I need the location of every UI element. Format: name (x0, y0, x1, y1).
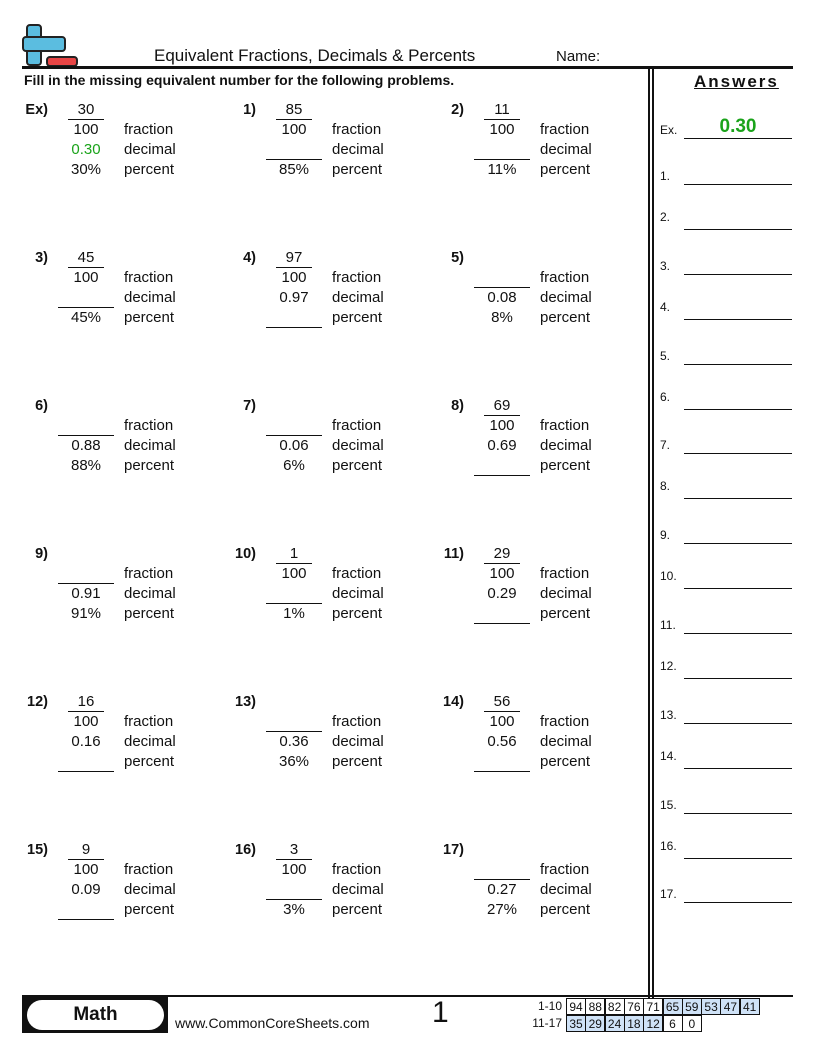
denominator: 100 (73, 269, 99, 286)
answer-label: 12. (660, 658, 677, 673)
decimal-value: 0.27 (487, 881, 517, 898)
denominator: 100 (281, 269, 307, 286)
answer-item[interactable] (660, 604, 792, 634)
fraction-label: fraction (540, 121, 590, 138)
denominator: 100 (281, 565, 307, 582)
problem (226, 248, 426, 348)
score-cell: 82 (605, 998, 625, 1015)
decimal-value: 0.09 (71, 881, 101, 898)
problem (434, 692, 634, 792)
problem-label: 2) (451, 102, 464, 118)
percent-label: percent (332, 309, 383, 326)
problem-label: 12) (27, 694, 48, 710)
answer-label: 5. (660, 348, 671, 363)
fraction-label: fraction (124, 713, 174, 730)
percent-label: percent (332, 161, 383, 178)
answer-label: 4. (660, 299, 671, 314)
score-cell: 76 (624, 998, 644, 1015)
problem (226, 840, 426, 940)
decimal-label: decimal (332, 881, 384, 898)
answer-blank[interactable] (684, 274, 792, 275)
problem (226, 396, 426, 496)
answer-label: 8. (660, 479, 671, 494)
answer-item[interactable] (660, 559, 792, 589)
fraction-label: fraction (124, 121, 174, 138)
answer-blank[interactable] (684, 902, 792, 903)
fraction-label: fraction (540, 713, 590, 730)
denominator: 100 (73, 713, 99, 730)
problem-label: 1) (243, 102, 256, 118)
decimal-blank (474, 140, 530, 160)
decimal-label: decimal (124, 141, 176, 158)
problem-label: 5) (451, 250, 464, 266)
score-cell: 65 (663, 998, 683, 1015)
score-cell: 29 (585, 1015, 605, 1032)
percent-label: percent (124, 309, 175, 326)
answer-blank[interactable] (684, 723, 792, 724)
fraction-blank (58, 564, 114, 584)
answer-label: 17. (660, 887, 677, 902)
answer-blank[interactable] (684, 858, 792, 859)
problem-label: 14) (443, 694, 464, 710)
decimal-value: 0.69 (487, 437, 517, 454)
numerator: 69 (484, 396, 520, 416)
answer-blank[interactable] (684, 498, 792, 499)
worksheet-title: Equivalent Fractions, Decimals & Percents (154, 46, 476, 65)
answer-label: 10. (660, 569, 677, 584)
score-cell: 6 (663, 1015, 683, 1032)
fraction-label: fraction (124, 861, 174, 878)
fraction-label: fraction (540, 861, 590, 878)
percent-label: percent (332, 605, 383, 622)
fraction-blank (58, 416, 114, 436)
denominator: 100 (489, 121, 515, 138)
fraction-blank (266, 416, 322, 436)
decimal-label: decimal (332, 585, 384, 602)
percent-blank (266, 308, 322, 328)
percent-value: 27% (486, 901, 518, 918)
answer-item[interactable] (660, 380, 792, 410)
decimal-blank (266, 880, 322, 900)
fraction-label: fraction (540, 269, 590, 286)
subject-label: Math (27, 1000, 164, 1030)
answers-title: Answers (694, 72, 779, 91)
fraction-label: fraction (124, 565, 174, 582)
answer-blank[interactable] (684, 543, 792, 544)
percent-blank (58, 900, 114, 920)
problem (18, 544, 218, 644)
numerator: 1 (276, 544, 312, 564)
decimal-label: decimal (540, 289, 592, 306)
score-row-label: 11-17 (532, 1016, 562, 1030)
answer-item[interactable] (660, 649, 792, 679)
percent-value: 8% (491, 309, 513, 326)
fraction-blank (474, 268, 530, 288)
fraction-label: fraction (540, 417, 590, 434)
answer-label: 9. (660, 528, 671, 543)
fraction-label: fraction (332, 713, 382, 730)
fraction-label: fraction (332, 269, 382, 286)
percent-label: percent (540, 753, 591, 770)
percent-label: percent (540, 309, 591, 326)
answer-item[interactable] (660, 155, 792, 185)
fraction-label: fraction (540, 565, 590, 582)
answer-item[interactable] (660, 469, 792, 499)
decimal-label: decimal (540, 141, 592, 158)
numerator: 56 (484, 692, 520, 712)
numerator: 3 (276, 840, 312, 860)
problem-label: 10) (235, 546, 256, 562)
score-cell: 94 (566, 998, 586, 1015)
percent-value: 45% (70, 309, 102, 326)
percent-label: percent (124, 901, 175, 918)
answer-item[interactable] (660, 424, 792, 454)
score-cell: 88 (585, 998, 605, 1015)
problem (226, 544, 426, 644)
decimal-value: 0.30 (71, 141, 101, 158)
problem (18, 248, 218, 348)
problem-label: 8) (451, 398, 464, 414)
percent-value: 3% (283, 901, 305, 918)
percent-value: 88% (70, 457, 102, 474)
score-cell: 18 (624, 1015, 644, 1032)
decimal-blank (58, 288, 114, 308)
answer-item[interactable] (660, 335, 792, 365)
decimal-label: decimal (124, 437, 176, 454)
answer-blank[interactable] (684, 678, 792, 679)
denominator: 100 (489, 417, 515, 434)
logo-icon-plus (22, 36, 66, 52)
decimal-label: decimal (540, 585, 592, 602)
percent-value: 1% (283, 605, 305, 622)
page-number: 1 (432, 996, 449, 1029)
percent-label: percent (124, 457, 175, 474)
answer-label: 11. (660, 618, 676, 632)
decimal-label: decimal (124, 289, 176, 306)
answer-item[interactable] (660, 784, 792, 814)
answer-item[interactable] (660, 829, 792, 859)
fraction-label: fraction (124, 417, 174, 434)
problem (226, 100, 426, 200)
score-cell: 0 (682, 1015, 702, 1032)
answer-blank[interactable] (684, 184, 792, 185)
score-cell: 12 (643, 1015, 663, 1032)
percent-label: percent (540, 605, 591, 622)
score-cell: 59 (682, 998, 702, 1015)
decimal-blank (266, 584, 322, 604)
problem (434, 396, 634, 496)
fraction-blank (266, 712, 322, 732)
decimal-blank (266, 140, 322, 160)
decimal-value: 0.91 (71, 585, 101, 602)
percent-label: percent (124, 605, 175, 622)
decimal-label: decimal (540, 881, 592, 898)
answer-blank[interactable] (684, 364, 792, 365)
answer-label: 1. (660, 169, 671, 183)
fraction-label: fraction (332, 417, 382, 434)
answer-item[interactable] (660, 245, 792, 275)
answer-item[interactable] (660, 873, 792, 903)
answer-label: 2. (660, 209, 671, 224)
answer-blank[interactable] (684, 768, 792, 769)
answer-item[interactable] (660, 514, 792, 544)
answer-label: 15. (660, 797, 677, 812)
decimal-label: decimal (124, 733, 176, 750)
score-cell: 41 (740, 998, 760, 1015)
numerator: 97 (276, 248, 312, 268)
problem-label: 13) (235, 694, 256, 710)
decimal-value: 0.29 (487, 585, 517, 602)
answer-item[interactable] (660, 739, 792, 769)
answer-item[interactable] (660, 290, 792, 320)
problem-label: 15) (27, 842, 48, 858)
problem (434, 100, 634, 200)
problem (18, 840, 218, 940)
answer-example (660, 109, 792, 139)
problem (434, 840, 634, 940)
decimal-label: decimal (540, 733, 592, 750)
score-cell: 47 (720, 998, 740, 1015)
fraction-label: fraction (332, 121, 382, 138)
percent-label: percent (332, 457, 383, 474)
problem (434, 544, 634, 644)
denominator: 100 (73, 121, 99, 138)
fraction-label: fraction (332, 565, 382, 582)
fraction-blank (474, 860, 530, 880)
percent-value: 11% (487, 161, 517, 178)
numerator: 16 (68, 692, 104, 712)
problem (18, 692, 218, 792)
fraction-label: fraction (332, 861, 382, 878)
decimal-value: 0.06 (279, 437, 309, 454)
answer-value: 0.30 (684, 116, 792, 139)
percent-blank (474, 604, 530, 624)
answer-item[interactable] (660, 200, 792, 230)
answer-column-divider (648, 68, 650, 998)
fraction-label: fraction (124, 269, 174, 286)
problem-label: 11) (443, 546, 464, 562)
problem (434, 248, 634, 348)
answer-column-divider (652, 68, 654, 998)
decimal-value: 0.56 (487, 733, 517, 750)
numerator: 29 (484, 544, 520, 564)
site-url: www.CommonCoreSheets.com (175, 1015, 370, 1031)
numerator: 11 (484, 100, 520, 120)
answer-blank[interactable] (684, 633, 792, 634)
answer-label: 6. (660, 389, 671, 404)
percent-value: 91% (70, 605, 102, 622)
answer-label: 3. (660, 258, 671, 273)
percent-blank (474, 456, 530, 476)
problem-label: 9) (35, 546, 48, 562)
percent-label: percent (124, 753, 175, 770)
decimal-label: decimal (124, 881, 176, 898)
decimal-value: 0.16 (71, 733, 101, 750)
denominator: 100 (281, 861, 307, 878)
numerator: 30 (68, 100, 104, 120)
answer-label: 14. (660, 748, 677, 763)
name-label: Name: (556, 48, 601, 65)
answer-label: 7. (660, 438, 671, 453)
percent-label: percent (540, 457, 591, 474)
decimal-label: decimal (332, 437, 384, 454)
decimal-label: decimal (332, 141, 384, 158)
percent-blank (474, 752, 530, 772)
score-cell: 53 (701, 998, 721, 1015)
decimal-value: 0.97 (279, 289, 309, 306)
denominator: 100 (489, 565, 515, 582)
problem-label: 7) (243, 398, 256, 414)
problem-label: 3) (35, 250, 48, 266)
score-row-label: 1-10 (537, 999, 562, 1013)
decimal-label: decimal (332, 733, 384, 750)
decimal-value: 0.36 (279, 733, 309, 750)
percent-label: percent (540, 901, 591, 918)
problem-label: 16) (235, 842, 256, 858)
percent-value: 30% (70, 161, 102, 178)
percent-value: 36% (278, 753, 310, 770)
percent-value: 85% (278, 161, 310, 178)
problem-label: 6) (35, 398, 48, 414)
percent-label: percent (540, 161, 591, 178)
denominator: 100 (281, 121, 307, 138)
numerator: 9 (68, 840, 104, 860)
denominator: 100 (73, 861, 99, 878)
answer-blank[interactable] (684, 409, 792, 410)
percent-value: 6% (283, 457, 305, 474)
answer-blank[interactable] (684, 588, 792, 589)
answer-blank[interactable] (684, 453, 792, 454)
instructions: Fill in the missing equivalent number for the following problems. (24, 72, 455, 88)
problem (18, 396, 218, 496)
answer-label: 16. (660, 838, 677, 853)
score-cell: 71 (643, 998, 663, 1015)
answer-item[interactable] (660, 694, 792, 724)
answer-blank[interactable] (684, 229, 792, 230)
problem (226, 692, 426, 792)
percent-label: percent (332, 901, 383, 918)
answer-blank[interactable] (684, 813, 792, 814)
answer-blank[interactable] (684, 319, 792, 320)
header-divider (22, 66, 793, 69)
answer-label: 13. (660, 707, 677, 722)
answer-label: Ex. (660, 123, 678, 137)
score-cell: 35 (566, 1015, 586, 1032)
numerator: 45 (68, 248, 104, 268)
problem-label: Ex) (25, 102, 48, 118)
decimal-label: decimal (332, 289, 384, 306)
percent-blank (58, 752, 114, 772)
percent-label: percent (332, 753, 383, 770)
decimal-label: decimal (124, 585, 176, 602)
problem-label: 4) (243, 250, 256, 266)
problem (18, 100, 218, 200)
decimal-value: 0.88 (71, 437, 101, 454)
decimal-value: 0.08 (487, 289, 517, 306)
numerator: 85 (276, 100, 312, 120)
denominator: 100 (489, 713, 515, 730)
percent-label: percent (124, 161, 175, 178)
score-cell: 24 (605, 1015, 625, 1032)
problem-label: 17) (443, 842, 464, 858)
decimal-label: decimal (540, 437, 592, 454)
